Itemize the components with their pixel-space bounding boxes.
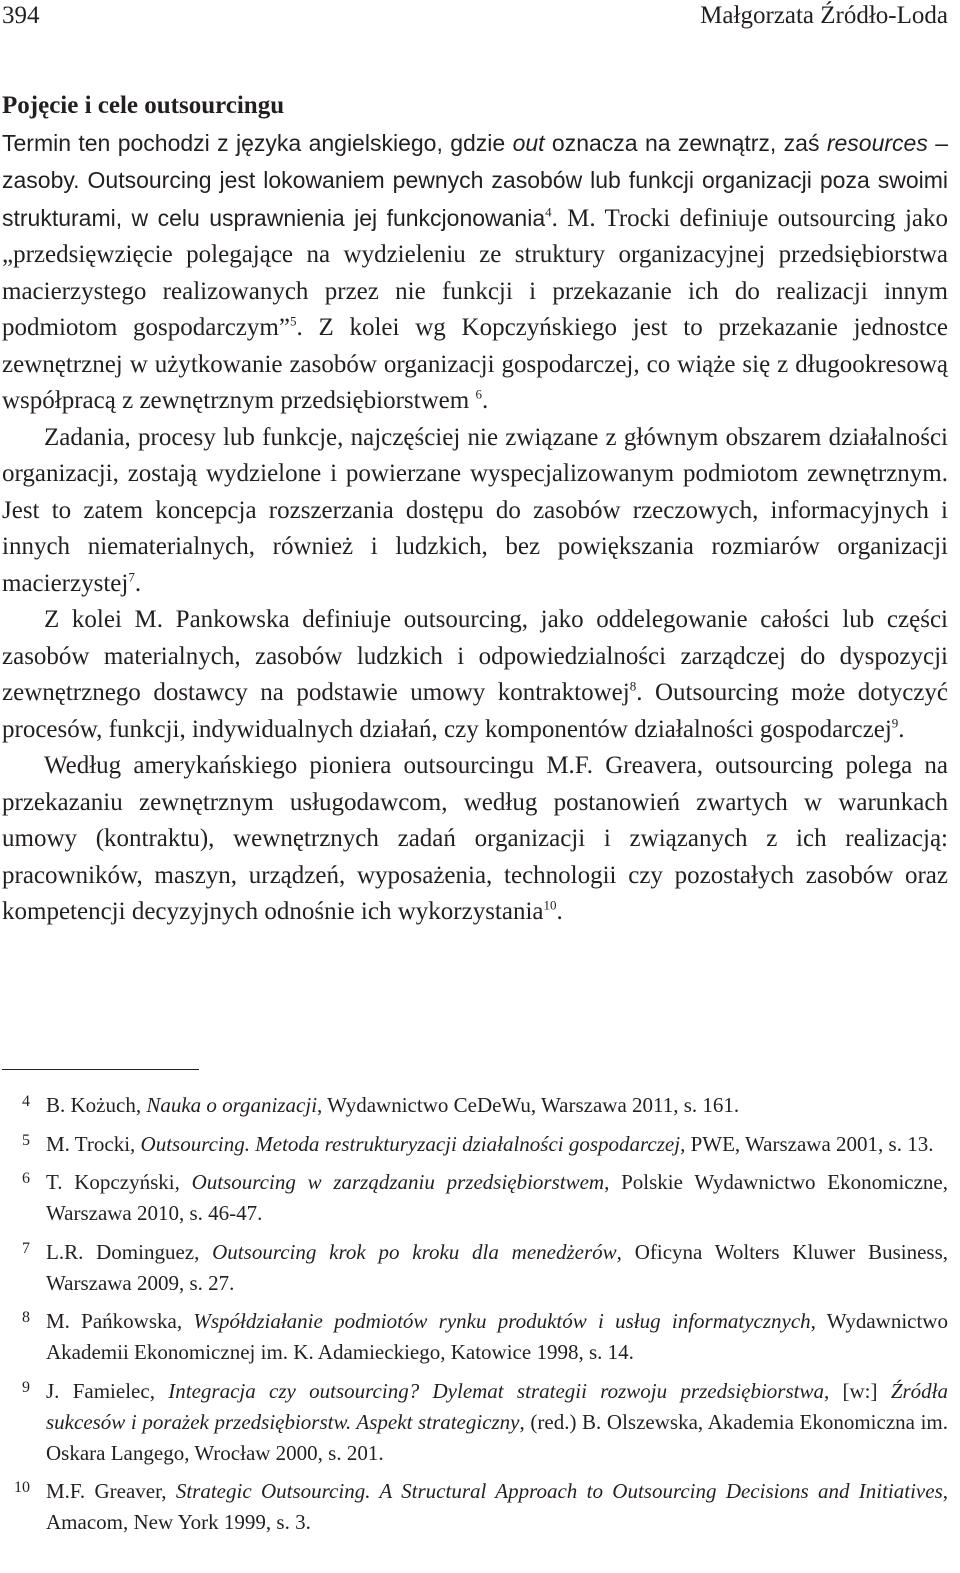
- footnote-publisher: , (red.) B. Olszewska, Akademia Ekonomiczna im. Oskara Langego, Wrocław 2000, s. 201.: [46, 1409, 949, 1465]
- paragraph-4: [2, 748, 948, 931]
- paragraph-2: [2, 420, 948, 603]
- paragraph-2-run-1: Zadania, procesy lub funkcje, najczęściej nie związane z głównym obszarem działalności organizacji, zostają wydzielone i powierzane wyspecjalizowanym podmiotom zewnętrznym. Jest to zatem koncepcja rozszerzania dostępu do zasobów rzeczowych, informacyjnych i innych niematerialnych, również i ludzkich, bez powiększania rozmiarów organizacji macierzystej: [2, 423, 948, 597]
- running-header: [0, 0, 960, 40]
- main-text: [2, 88, 948, 931]
- section-heading: Pojęcie i cele outsourcingu: [2, 92, 285, 119]
- footnote-title: Strategic Outsourcing. A Structural Approach to Outsourcing Decisions and Initiatives: [175, 1479, 943, 1503]
- paragraph-1-run-1: Termin ten pochodzi z języka angielskiego, gdzie: [2, 129, 513, 156]
- footnote-title: Outsourcing w zarządzaniu przedsiębiorstwem: [191, 1170, 605, 1194]
- footnote-ref-9: 9: [891, 715, 899, 731]
- footnote-7: [0, 1237, 948, 1299]
- footnote-number: 9: [22, 1378, 30, 1396]
- paragraph-4-run-2: .: [556, 898, 563, 925]
- footnote-publisher: , Polskie Wydawnictwo Ekonomiczne, Warszawa 2010, s. 46-47.: [46, 1170, 948, 1225]
- paragraph-1-run-3: – zasoby. Outsourcing jest lokowaniem pewnych zasobów lub funkcji organizacji poza swoimi strukturami, w celu usprawnienia jej funkcjonowania: [2, 129, 948, 231]
- footnote-ref-8: 8: [629, 678, 637, 694]
- footnote-author: M.F. Greaver,: [46, 1479, 176, 1503]
- footnote-title: Nauka o organizacji: [146, 1093, 318, 1117]
- footnote-author: M. Trocki,: [46, 1131, 141, 1156]
- footnote-4: [0, 1090, 948, 1121]
- footnote-author: B. Kożuch,: [46, 1093, 147, 1117]
- paragraph-3: [2, 602, 948, 748]
- footnote-author: M. Pańkowska,: [46, 1309, 194, 1333]
- footnote-in: , [w:]: [823, 1378, 891, 1403]
- footnote-title: Outsourcing krok po kroku dla menedżerów: [212, 1239, 617, 1264]
- footnote-title: Outsourcing. Metoda restrukturyzacji działalności gospodarczej: [140, 1131, 681, 1156]
- footnote-10: [0, 1476, 948, 1538]
- footnote-ref-5: 5: [289, 313, 297, 329]
- footnote-number: 6: [22, 1170, 30, 1187]
- footnote-number: 4: [22, 1093, 30, 1110]
- paragraph-1-italic-1: out: [512, 129, 545, 156]
- footnote-6: [0, 1167, 948, 1229]
- footnote-publisher: , PWE, Warszawa 2001, s. 13.: [680, 1131, 934, 1156]
- footnote-publisher: , Amacom, New York 1999, s. 3.: [46, 1479, 949, 1534]
- footnote-ref-6: 6: [475, 386, 482, 402]
- paragraph-3-run-2: . Outsourcing może dotyczyć procesów, funkcji, indywidualnych działań, czy komponentów działalności gospodarczej: [2, 679, 949, 743]
- footnote-ref-7: 7: [128, 569, 135, 585]
- footnote-author: J. Famielec,: [46, 1378, 169, 1403]
- footnote-publisher: , Oficyna Wolters Kluwer Business, Warszawa 2009, s. 27.: [46, 1239, 949, 1295]
- footnote-title: Integracja czy outsourcing? Dylemat strategii rozwoju przedsiębiorstwa: [168, 1378, 824, 1403]
- paragraph-3-run-3: .: [898, 715, 905, 743]
- footnote-book-title: Źródła sukcesów i porażek przedsiębiorstw. Aspekt strategiczny: [46, 1378, 948, 1434]
- footnote-number: 8: [22, 1309, 30, 1326]
- footnote-9: [0, 1376, 948, 1469]
- paragraph-3-run-1: Z kolei M. Pankowska definiuje outsourcing, jako oddelegowanie całości lub części zasobów materialnych, zasobów ludzkich i odpowiedzialności zarządczej do dyspozycji zewnętrznego dostawcy na podstawie umowy kontraktowej: [2, 606, 948, 706]
- running-header-author: Małgorzata Źródło-Loda: [700, 2, 948, 29]
- footnote-number: 7: [22, 1239, 30, 1257]
- footnote-publisher: , Wydawnictwo CeDeWu, Warszawa 2011, s. 161.: [317, 1093, 740, 1117]
- paragraph-1-italic-2: resources: [826, 129, 928, 156]
- page-number: 394: [2, 2, 40, 29]
- paragraph-1-run-5: . Z kolei wg Kopczyńskiego jest to przekazanie jednostce zewnętrznej w użytkowanie zasobów organizacji gospodarczej, co wiąże się z długookresową współpracą z zewnętrznym przedsiębiorstwem: [2, 314, 948, 414]
- footnote-author: L.R. Dominguez,: [46, 1239, 213, 1264]
- footnote-title: Współdziałanie podmiotów rynku produktów i usług informatycznych: [193, 1309, 811, 1333]
- footnote-number: 5: [22, 1131, 30, 1149]
- paragraph-2-run-2: .: [134, 569, 142, 597]
- footnote-publisher: , Wydawnictwo Akademii Ekonomicznej im. K. Adamieckiego, Katowice 1998, s. 14.: [46, 1309, 948, 1364]
- paragraph-1: [2, 125, 948, 420]
- footnote-author: T. Kopczyński,: [46, 1170, 192, 1194]
- paragraph-1-run-4: . M. Trocki definiuje outsourcing jako „przedsięwzięcie polegające na wydzieleniu ze struktury organizacyjnej przedsiębiorstwa macierzystego realizowanych przez nie funkcji i przekazanie ich do realizacji innym podmiotom gospodarczym”: [2, 204, 948, 341]
- footnote-separator: [2, 1069, 199, 1070]
- paragraph-4-run-1: Według amerykańskiego pioniera outsourcingu M.F. Greavera, outsourcing polega na przekazaniu zewnętrznym usługodawcom, według postanowień zwartych w warunkach umowy (kontraktu), wewnętrznych zadań organizacji i związanych z ich realizacją: pracowników, maszyn, urządzeń, wyposażenia, technologii czy pozostałych zasobów oraz kompetencji decyzyjnych odnośnie ich wykorzystania: [2, 752, 948, 925]
- footnote-8: [0, 1306, 948, 1368]
- paragraph-1-run-6: .: [481, 387, 489, 414]
- paragraph-1-run-2: oznacza na zewnątrz, zaś: [544, 129, 827, 156]
- footnote-number: 10: [14, 1479, 30, 1496]
- footnote-ref-4: 4: [545, 204, 552, 220]
- footnote-5: [0, 1129, 948, 1160]
- footnote-ref-10: 10: [543, 897, 557, 913]
- footnotes: [0, 1090, 948, 1546]
